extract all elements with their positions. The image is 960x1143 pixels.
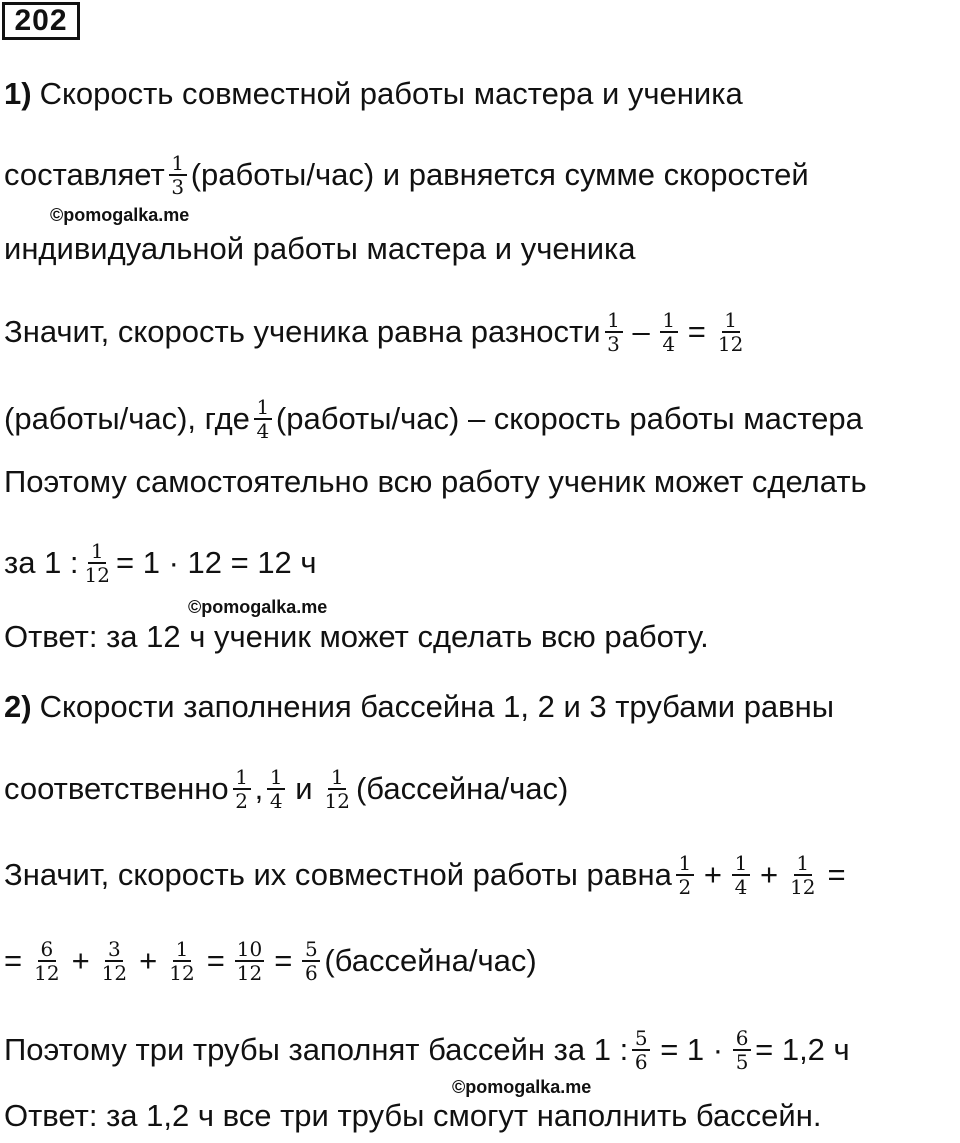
part2-answer [4,1097,821,1135]
fraction [32,938,61,984]
part1-text-6: Поэтому самостоятельно всю работу ученик может сделать [4,464,867,499]
part2-text-1: Скорости заполнения бассейна 1, 2 и 3 трубами равны [39,689,835,724]
fraction-denominator: 5 [735,1050,749,1074]
fraction-denominator: 4 [662,332,676,356]
part1-answer [4,618,709,656]
fraction-denominator: 12 [790,875,816,899]
part2-text-3a: Значит, скорость их совместной работы равна [4,857,672,892]
fraction [83,540,112,586]
fraction-numerator: 1 [605,309,623,333]
part2-answer-text: Ответ: за 1,2 ч все три трубы смогут наполнить бассейн. [4,1098,822,1133]
fraction [267,766,285,812]
fraction [233,766,251,812]
fraction-numerator: 6 [38,938,56,962]
minus-sign: – [632,314,650,349]
part1-line-6 [4,463,867,501]
fraction [605,309,623,355]
equals-sign: = [687,314,706,349]
fraction [716,309,745,355]
fraction-numerator: 1 [173,938,191,962]
part1-text-2a: составляет [4,157,165,192]
fraction [323,766,352,812]
part2-text-5b: = 1,2 ч [755,1032,850,1067]
fraction-numerator: 10 [236,937,263,961]
fraction-numerator: 1 [254,396,272,420]
fraction-numerator: 1 [267,766,285,790]
part2-text-2a: соответственно [4,771,229,806]
task-number-box: 202 [2,2,80,40]
conjunction: и [295,771,313,806]
part1-answer-text: Ответ: за 12 ч ученик может сделать всю работу. [4,619,709,654]
fraction-numerator: 6 [733,1027,751,1051]
fraction-denominator: 12 [236,961,263,985]
part1-text-7a: за 1 : [4,545,79,580]
fraction [254,396,272,442]
fraction [632,1027,650,1073]
plus-sign: + [703,857,722,892]
fraction-numerator: 3 [105,938,123,962]
fraction [235,938,264,984]
fraction [302,938,320,984]
fraction-numerator: 1 [233,766,251,790]
fraction-denominator: 6 [304,961,318,985]
watermark-1: ©pomogalka.me [50,205,190,225]
part2-text-4b: (бассейна/час) [324,943,537,978]
part1-text-4a: Значит, скорость ученика равна разности [4,314,601,349]
fraction-numerator: 5 [302,938,320,962]
part2-label: 2) [4,689,32,724]
fraction-numerator: 1 [794,852,812,876]
fraction-denominator: 4 [734,875,748,899]
part1-text-7b: = 1 · 12 = 12 ч [116,545,317,580]
fraction-denominator: 12 [34,961,60,985]
fraction-denominator: 3 [171,175,185,199]
fraction-numerator: 1 [169,152,187,176]
part1-text-1: Скорость совместной работы мастера и ученика [39,76,743,111]
part2-line-5 [4,1027,850,1073]
part1-line-3 [4,230,636,268]
fraction-numerator: 1 [88,540,106,564]
part2-line-2 [4,766,568,812]
watermark-2: ©pomogalka.me [188,597,328,617]
plus-sign: + [71,943,90,978]
fraction [788,852,817,898]
fraction-denominator: 12 [101,961,128,985]
part2-line-3 [4,852,852,898]
fraction [676,852,694,898]
part1-line-1 [4,75,743,113]
part1-line-5 [4,396,863,442]
fraction-denominator: 12 [324,789,350,813]
part1-line-7 [4,540,317,586]
fraction [100,938,129,984]
fraction-denominator: 6 [634,1050,648,1074]
part2-line-1 [4,688,834,726]
part2-text-5a: Поэтому три трубы заполнят бассейн за 1 : [4,1032,629,1067]
equals-times-one: = 1 · [660,1032,724,1067]
equals-sign: = [206,943,225,978]
equals-sign: = [827,857,846,892]
fraction [169,152,187,198]
fraction [733,1027,751,1073]
part1-text-5a: (работы/час), где [4,401,250,436]
part1-text-2b: (работы/час) и равняется сумме скоростей [190,157,809,192]
part1-text-5b: (работы/час) – скорость работы мастера [275,401,863,436]
fraction [660,309,678,355]
fraction-numerator: 1 [328,766,346,790]
fraction [167,938,196,984]
plus-sign: + [759,857,779,892]
fraction-denominator: 12 [84,563,110,587]
fraction-numerator: 1 [722,309,740,333]
fraction-denominator: 4 [269,789,283,813]
part1-text-3: индивидуальной работы мастера и ученика [4,231,636,266]
part1-label: 1) [4,76,32,111]
equals-sign: = [274,943,293,978]
watermark-3: ©pomogalka.me [452,1077,592,1097]
part1-line-2 [4,152,809,198]
comma-separator: , [254,771,264,806]
fraction [732,852,750,898]
fraction-denominator: 2 [235,789,248,813]
fraction-denominator: 2 [678,875,692,899]
plus-sign: + [139,943,158,978]
fraction-numerator: 1 [660,309,678,333]
fraction-numerator: 1 [676,852,694,876]
part1-line-4 [4,309,749,355]
fraction-numerator: 5 [632,1027,650,1051]
equals-sign: = [4,943,23,978]
fraction-denominator: 12 [169,961,195,985]
fraction-denominator: 3 [607,332,620,356]
part2-text-2b: (бассейна/час) [355,771,569,806]
fraction-denominator: 4 [256,419,270,443]
fraction-denominator: 12 [717,332,744,356]
part2-line-4 [4,938,537,984]
fraction-numerator: 1 [732,852,750,876]
